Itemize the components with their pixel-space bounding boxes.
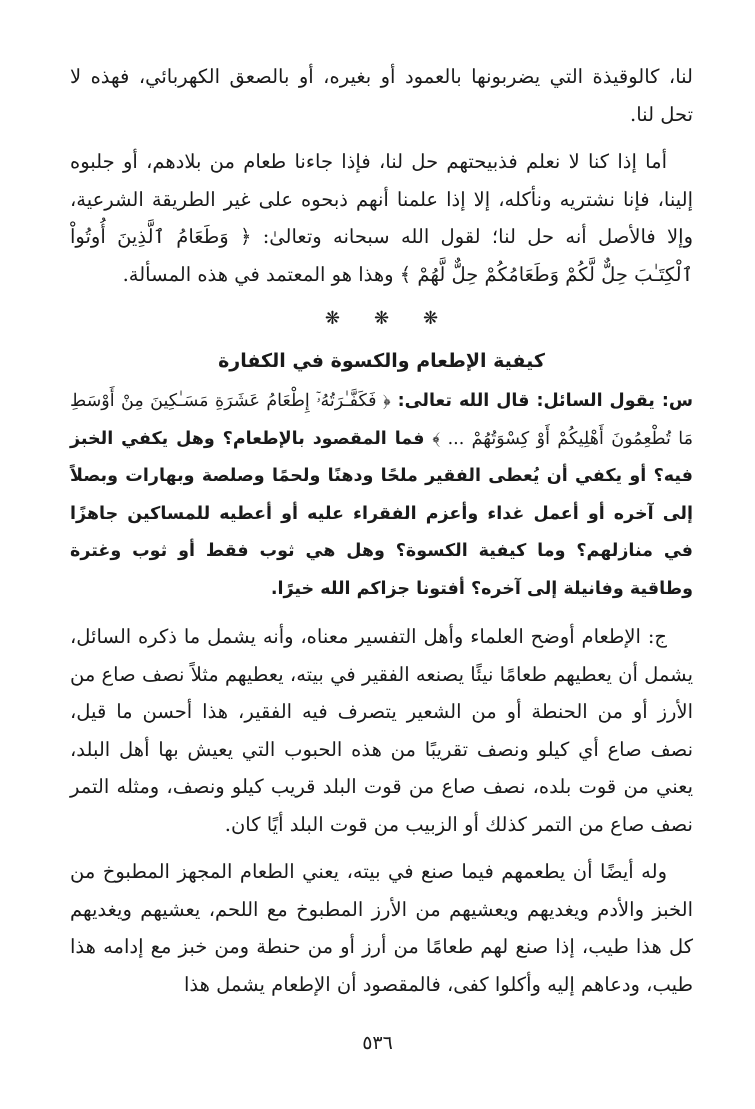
star-ornament-icon: ❋ (324, 308, 340, 329)
answer-paragraph (70, 853, 693, 1003)
star-ornament-icon: ❋ (423, 308, 439, 329)
page-number: ٥٣٦ (362, 1032, 393, 1054)
paragraph-text: لنا، كالوقيذة التي يضربونها بالعمود أو بغيره، أو بالصعق الكهربائي، فهذه لا تحل لنا. (70, 65, 693, 126)
section-separator (70, 307, 693, 331)
quran-verse: ﴿ فَكَفَّـٰرَتُهُۥٓ إِطْعَامُ عَشَرَةِ مَسَـٰكِينَ مِنْ أَوْسَطِ مَا تُطْعِمُونَ أَهْلِيكُمْ أَوْ كِسْوَتُهُمْ ... ﴾ (70, 391, 694, 449)
paragraph-text: ج: الإطعام أوضح العلماء وأهل التفسير معناه، وأنه يشمل ما ذكره السائل، يشمل أن يعطيهم طعامًا نيئًا يصنعه الفقير في بيته، يعطيهم مثلاً نصف صاع من الأرز أو من الحنطة أو من الشعير يتصرف فيه الفقير، هذا أحسن ما قيل، نصف صاع أي كيلو ونصف تقريبًا من هذه الحبوب التي يعيش بها أهل البلد، يعني من قوت بلده، نصف صاع من قوت البلد قريب كيلو ونصف، ومثله التمر نصف صاع من التمر كذلك أو الزبيب من قوت البلد أيًا كان. (70, 625, 693, 836)
paragraph-text: أما إذا كنا لا نعلم فذبيحتهم حل لنا، فإذا جاءنا طعام من بلادهم، أو جلبوه إلينا، فإنا نشتريه ونأكله، إلا إذا علمنا أنهم ذبحوه على غير الطريقة الشرعية، وإلا فالأصل أنه حل لنا؛ لقول الله سبحانه وتعالىٰ: (70, 150, 693, 248)
question-block (70, 383, 693, 608)
quran-verse: ﴿ وَطَعَامُ ٱلَّذِينَ أُوتُواْ ٱلْكِتَـٰبَ حِلٌّ لَّكُمْ وَطَعَامُكُمْ حِلٌّ لَّهُمْ ﴾ (70, 225, 693, 286)
section-heading: كيفية الإطعام والكسوة في الكفارة (218, 350, 545, 372)
star-ornament-icon: ❋ (373, 308, 390, 329)
paragraph-text: وهذا هو المعتمد في هذه المسألة. (122, 262, 394, 286)
answer-paragraph (70, 618, 693, 843)
question-lead: س: يقول السائل: قال الله تعالى: (397, 391, 694, 411)
question-text: فما المقصود بالإطعام؟ وهل يكفي الخبز فيه؟ أو يكفي أن يُعطى الفقير ملحًا ودهنًا ولحمًا وصلصة وبهارات وبصلاً إلى آخره أو أعمل غداء وأعزم الفقراء عليه أو أعطيه للمساكين جاهزًا في منازلهم؟ وما كيفية الكسوة؟ وهل هي ثوب فقط أو ثوب وغترة وطاقية وفانيلة إلى آخره؟ أفتونا جزاكم الله خيرًا. (70, 428, 693, 599)
paragraph-continuation (70, 58, 693, 133)
paragraph-ruling (70, 143, 693, 293)
paragraph-text: وله أيضًا أن يطعمهم فيما صنع في بيته، يعني الطعام المجهز المطبوخ من الخبز والأدم ويغديهم ويعشيهم من الأرز المطبوخ مع اللحم، يعشيهم ويغديهم كل هذا طيب، إذا صنع لهم طعامًا من أرز أو من حنطة ومن خبز مع إدامه هذا طيب، ودعاهم إليه وأكلوا كفى، فالمقصود أن الإطعام يشمل هذا (70, 860, 693, 996)
